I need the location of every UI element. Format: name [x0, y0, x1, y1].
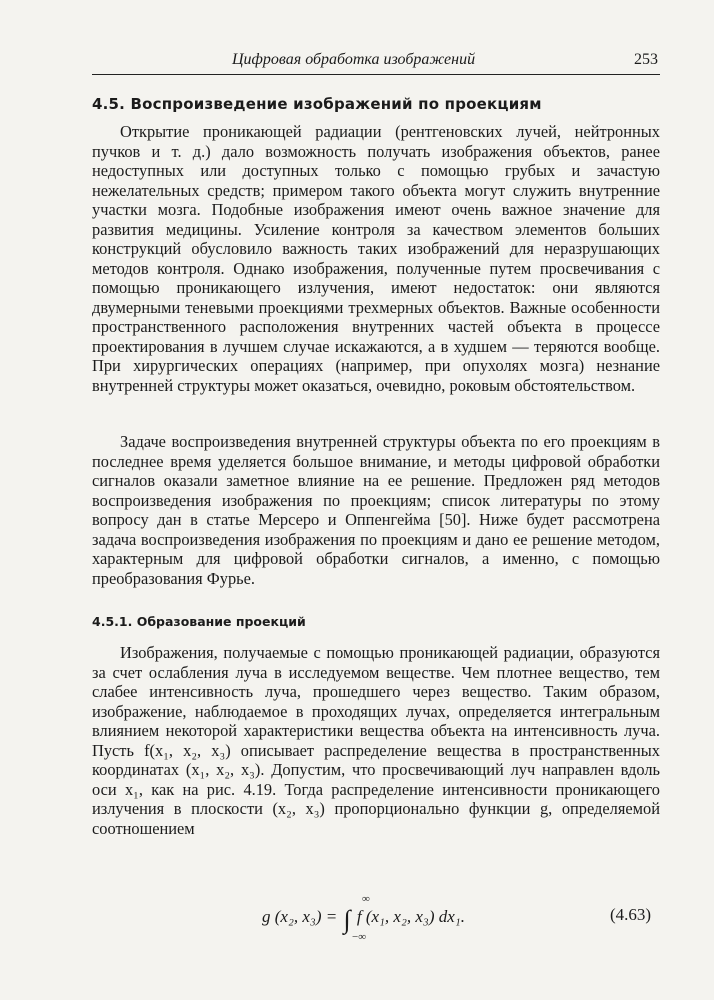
subsection-title: 4.5.1. Образование проекций — [92, 614, 306, 629]
page-header — [92, 46, 660, 75]
equation-integrand: f (x₁, x₂, x₃) dx₁. — [356, 907, 465, 926]
integral-upper-limit: ∞ — [362, 893, 370, 905]
running-head: Цифровая обработка изображений — [232, 51, 476, 68]
integral-sign: ∫ — [343, 905, 351, 934]
integral-lower-limit: −∞ — [352, 931, 367, 943]
equation-number: (4.63) — [610, 905, 652, 924]
body-paragraph: Открытие проникающей радиации (рентгеновских лучей, нейтронных пучков и т. д.) дало возможность получать изображения объектов, ранее недоступных или доступных только с помощью грубых и зачастую нежелательных средств; примером такого объекта могут служить внутренние участки мозга. Подобные изображения имеют очень важное значение для развития медицины. Усиление контроля за качеством элементов больших конструкций обусловило важность таких изображений для неразрушающих методов контроля. Однако изображения, полученные путем просвечивания с помощью проникающего излучения, имеют недостаток: они являются двумерными теневыми проекциями трехмерных объектов. Важные особенности пространственного расположения внутренних частей объекта в процессе проектирования в лучшем случае искажаются, а в худшем — теряются вообще. При хирургических операциях (например, при опухолях мозга) незнание внутренней структуры может оказаться, очевидно, роковым обстоятельством. — [92, 122, 660, 395]
equation-lhs: g (x₂, x₃) = — [262, 907, 338, 926]
page-number: 253 — [634, 51, 658, 68]
body-paragraph: Изображения, получаемые с помощью проникающей радиации, образуются за счет ослабления луча в исследуемом веществе. Чем плотнее вещество, тем слабее интенсивность луча, прошедшего через вещество. Таким образом, изображение, наблюдаемое в проходящих лучах, определяется интегральным влиянием некоторой характеристики вещества объекта на интенсивность луча. Пусть f(x₁, x₂, x₃) описывает распределение вещества в пространственных координатах (x₁, x₂, x₃). Допустим, что просвечивающий луч направлен вдоль оси x₁, как на рис. 4.19. Тогда распределение интенсивности проникающего излучения в плоскости (x₂, x₃) пропорционально функции g, определяемой соотношением — [92, 643, 660, 838]
equation — [262, 893, 465, 943]
section-title: 4.5. Воспроизведение изображений по проекциям — [92, 95, 542, 113]
body-paragraph: Задаче воспроизведения внутренней структуры объекта по его проекциям в последнее время уделяется большое внимание, и методы цифровой обработки сигналов оказали заметное влияние на ее решение. Предложен ряд методов воспроизведения изображения по проекциям; список литературы по этому вопросу дан в статье Мерсеро и Оппенгейма [50]. Ниже будет рассмотрена задача воспроизведения изображения по проекциям и дано ее решение методом, характерным для цифровой обработки сигналов, а именно, с помощью преобразования Фурье. — [92, 432, 660, 588]
